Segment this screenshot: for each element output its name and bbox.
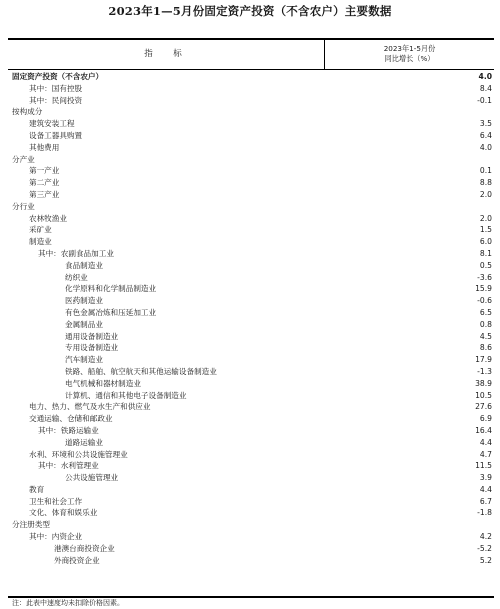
period-label: 2023年1-5月份 (383, 44, 436, 53)
row-value: -1.3 (477, 366, 492, 376)
row-label: 医药制造业 (65, 296, 103, 306)
row-label: 其中：农副食品加工业 (38, 248, 114, 258)
indicator-header: 指 标 (144, 49, 188, 59)
table-row (8, 413, 494, 425)
row-value: 0.8 (479, 319, 492, 329)
table-row (8, 177, 494, 189)
row-label: 文化、体育和娱乐业 (29, 508, 98, 518)
table-row (8, 95, 494, 107)
table-row (8, 472, 494, 484)
row-value: 4.4 (479, 484, 492, 494)
row-label: 第一产业 (29, 166, 60, 176)
row-value: 1.5 (479, 225, 492, 235)
table-row (8, 83, 494, 95)
row-value: -5.2 (477, 543, 492, 553)
row-value: -0.6 (477, 296, 492, 306)
row-value: 8.8 (479, 178, 492, 188)
row-label: 交通运输、仓储和邮政业 (29, 414, 113, 424)
table-row (8, 484, 494, 496)
row-label: 固定资产投资（不含农户） (12, 72, 104, 81)
row-label: 公共设施管理业 (65, 473, 119, 483)
table-row (8, 283, 494, 295)
table-row (8, 496, 494, 508)
table-row (8, 543, 494, 555)
row-label: 建筑安装工程 (29, 119, 75, 129)
row-label: 电气机械和器材制造业 (65, 378, 141, 388)
table-row (8, 378, 494, 390)
table-row (8, 449, 494, 461)
row-label: 农林牧渔业 (29, 213, 67, 223)
row-label: 其中：民间投资 (29, 95, 83, 105)
table-row (8, 272, 494, 284)
row-label: 第二产业 (29, 178, 60, 188)
row-value: -3.6 (477, 272, 492, 282)
row-value: 6.5 (479, 307, 492, 317)
row-value: 8.1 (479, 248, 492, 258)
table-row (8, 165, 494, 177)
row-value: 3.5 (479, 119, 492, 129)
row-label: 分产业 (12, 154, 35, 164)
table-row (8, 460, 494, 472)
header-bottom-rule (8, 69, 494, 70)
table-row (8, 236, 494, 248)
table-row (8, 401, 494, 413)
table-row (8, 118, 494, 130)
row-value: 0.5 (479, 260, 492, 270)
row-value: 4.2 (479, 532, 492, 542)
row-label: 有色金属冶炼和压延加工业 (65, 307, 157, 317)
row-label: 分行业 (12, 201, 35, 211)
row-value: 11.5 (475, 461, 492, 471)
table-row (8, 319, 494, 331)
table-row (8, 154, 494, 166)
table-row (8, 437, 494, 449)
row-value: 17.9 (475, 355, 492, 365)
row-label: 分注册类型 (12, 520, 50, 530)
row-value: 2.0 (479, 189, 492, 199)
row-value: 15.9 (475, 284, 492, 294)
row-label: 计算机、通信和其他电子设备制造业 (65, 390, 187, 400)
row-value: 6.0 (479, 237, 492, 247)
row-label: 食品制造业 (65, 260, 103, 270)
row-value: 8.6 (479, 343, 492, 353)
table-row (8, 531, 494, 543)
table-row (8, 390, 494, 402)
row-label: 专用设备制造业 (65, 343, 119, 353)
row-label: 第三产业 (29, 189, 60, 199)
row-label: 铁路、船舶、航空航天和其他运输设备制造业 (65, 366, 217, 376)
row-label: 采矿业 (29, 225, 52, 235)
row-value: 27.6 (475, 402, 492, 412)
table-row (8, 425, 494, 437)
table-row (8, 366, 494, 378)
footnote: 注：此表中速度均未扣除价格因素。 (12, 599, 124, 607)
table-row (8, 248, 494, 260)
row-label: 其他费用 (29, 142, 60, 152)
row-value: 6.9 (479, 414, 492, 424)
table-row (8, 507, 494, 519)
growth-header (325, 44, 494, 64)
row-label: 教育 (29, 484, 45, 494)
data-table-body (8, 71, 494, 566)
row-label: 汽车制造业 (65, 355, 103, 365)
table-row (8, 307, 494, 319)
row-value: 8.4 (479, 83, 492, 93)
table-row (8, 130, 494, 142)
table-row (8, 260, 494, 272)
row-value: 4.5 (479, 331, 492, 341)
row-value: 3.9 (479, 473, 492, 483)
row-label: 化学原料和化学制品制造业 (65, 284, 157, 294)
row-value: 5.2 (479, 555, 492, 565)
row-value: 16.4 (475, 425, 492, 435)
row-value: -0.1 (477, 95, 492, 105)
table-row (8, 213, 494, 225)
page-title: 2023年1—5月份固定资产投资（不含农户）主要数据 (108, 4, 392, 18)
row-value: 38.9 (475, 378, 492, 388)
row-label: 卫生和社会工作 (29, 496, 83, 506)
table-row (8, 201, 494, 213)
table-row (8, 331, 494, 343)
row-label: 制造业 (29, 237, 52, 247)
table-row (8, 224, 494, 236)
row-label: 其中：水利管理业 (38, 461, 99, 471)
row-label: 水利、环境和公共设施管理业 (29, 449, 128, 459)
row-label: 其中：国有控股 (29, 83, 83, 93)
growth-label: 同比增长（%） (384, 54, 435, 63)
table-top-rule (8, 38, 494, 40)
table-row (8, 71, 494, 83)
row-label: 道路运输业 (65, 437, 103, 447)
row-label: 其中：内资企业 (29, 532, 83, 542)
row-value: 10.5 (475, 390, 492, 400)
row-value: 4.0 (478, 72, 492, 81)
row-value: 0.1 (479, 166, 492, 176)
row-label: 港澳台商投资企业 (54, 543, 115, 553)
row-value: 4.0 (479, 142, 492, 152)
row-label: 金属制品业 (65, 319, 103, 329)
table-row (8, 354, 494, 366)
row-label: 外商投资企业 (54, 555, 100, 565)
row-label: 其中：铁路运输业 (38, 425, 99, 435)
row-value: 6.7 (479, 496, 492, 506)
row-label: 设备工器具购置 (29, 130, 83, 140)
row-value: 4.7 (479, 449, 492, 459)
row-value: 2.0 (479, 213, 492, 223)
row-value: 4.4 (479, 437, 492, 447)
row-label: 纺织业 (65, 272, 88, 282)
table-row (8, 189, 494, 201)
table-row (8, 342, 494, 354)
table-row (8, 295, 494, 307)
row-value: -1.8 (477, 508, 492, 518)
row-label: 电力、热力、燃气及水生产和供应业 (29, 402, 151, 412)
table-row (8, 555, 494, 567)
row-label: 按构成分 (12, 107, 43, 117)
row-value: 6.4 (479, 130, 492, 140)
row-label: 通用设备制造业 (65, 331, 119, 341)
table-row (8, 519, 494, 531)
table-row (8, 106, 494, 118)
table-row (8, 142, 494, 154)
